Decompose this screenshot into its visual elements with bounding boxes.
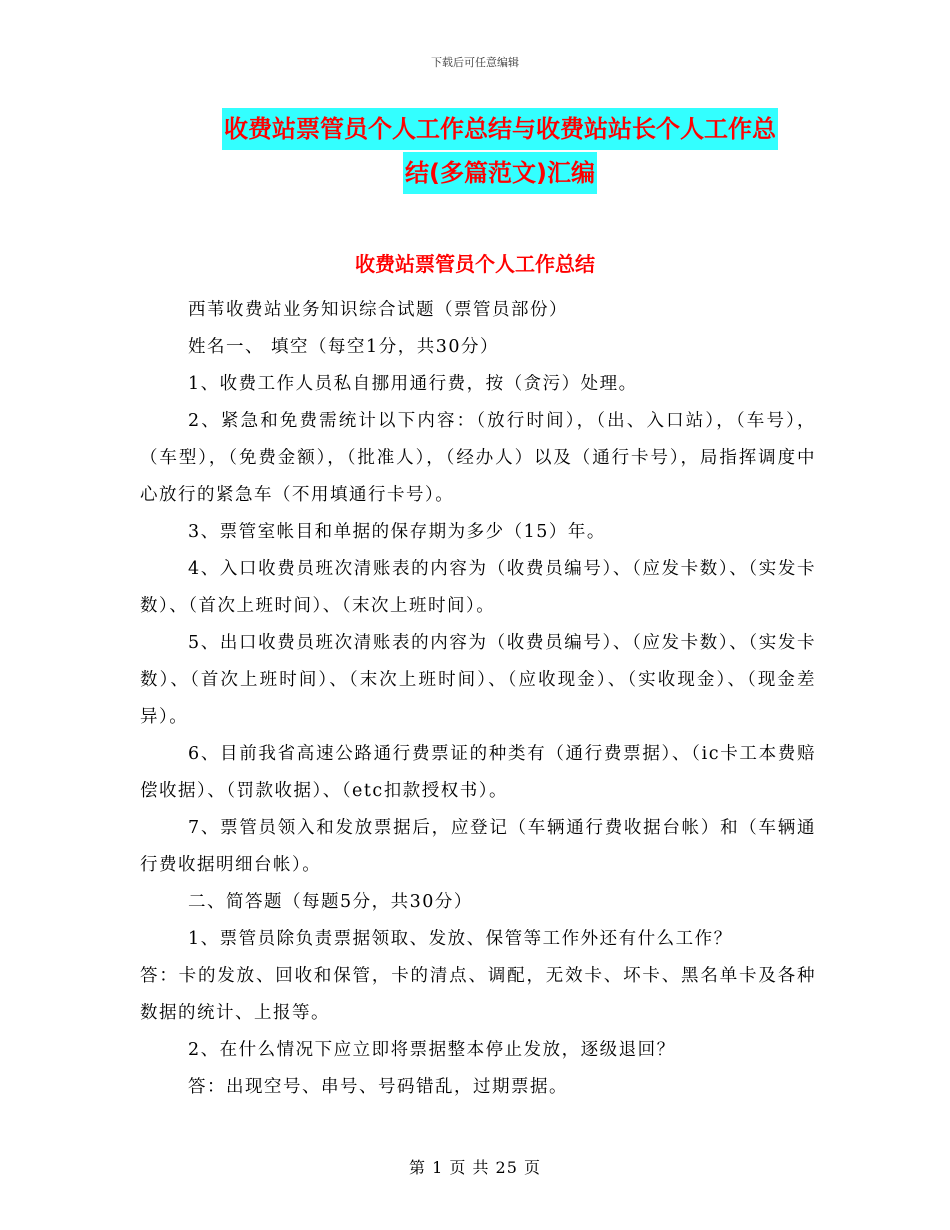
title-line-2: 结(多篇范文)汇编	[403, 152, 597, 194]
paragraph: 4、入口收费员班次清账表的内容为（收费员编号）、（应发卡数）、（实发卡数）、（首次上班时间）、（末次上班时间）。	[140, 559, 816, 616]
paragraph: 答：出现空号、串号、号码错乱，过期票据。	[188, 1077, 568, 1097]
paragraph: 2、在什么情况下应立即将票据整本停止发放，逐级退回？	[188, 1040, 676, 1060]
paragraph: 西苇收费站业务知识综合试题（票管员部份）	[188, 300, 568, 320]
page-footer: 第 1 页 共 25 页	[409, 1158, 541, 1177]
paragraph: 答：卡的发放、回收和保管，卡的清点、调配，无效卡、坏卡、黑名单卡及各种数据的统计、上报等。	[140, 966, 816, 1023]
paragraph: 7、票管员领入和发放票据后，应登记（车辆通行费收据台帐）和（车辆通行费收据明细台帐）。	[140, 818, 816, 875]
title-line-1: 收费站票管员个人工作总结与收费站站长个人工作总	[222, 108, 778, 150]
paragraph: 3、票管室帐目和单据的保存期为多少（15）年。	[188, 522, 606, 542]
paragraph: 5、出口收费员班次清账表的内容为（收费员编号）、（应发卡数）、（实发卡数）、（首次上班时间）、（末次上班时间）、（应收现金）、（实收现金）、（现金差异）。	[140, 633, 816, 727]
document-body	[140, 292, 816, 1106]
section-subtitle: 收费站票管员个人工作总结	[355, 252, 595, 276]
paragraph: 6、目前我省高速公路通行费票证的种类有（通行费票据）、（ic卡工本费赔偿收据）、（罚款收据）、（etc扣款授权书）。	[140, 744, 816, 801]
paragraph: 二、简答题（每题5分，共30分）	[188, 892, 473, 912]
paragraph: 1、票管员除负责票据领取、发放、保管等工作外还有什么工作？	[188, 929, 733, 949]
paragraph: 2、紧急和免费需统计以下内容：（放行时间），（出、入口站），（车号），（车型），（免费金额），（批准人），（经办人）以及（通行卡号），局指挥调度中心放行的紧急车（不用填通行卡号）。	[140, 411, 816, 505]
document-title	[140, 108, 860, 194]
header-note: 下载后可任意编辑	[431, 56, 519, 69]
paragraph: 1、收费工作人员私自挪用通行费，按（贪污）处理。	[188, 374, 638, 394]
paragraph: 姓名一、 填空（每空1分，共30分）	[188, 337, 499, 357]
